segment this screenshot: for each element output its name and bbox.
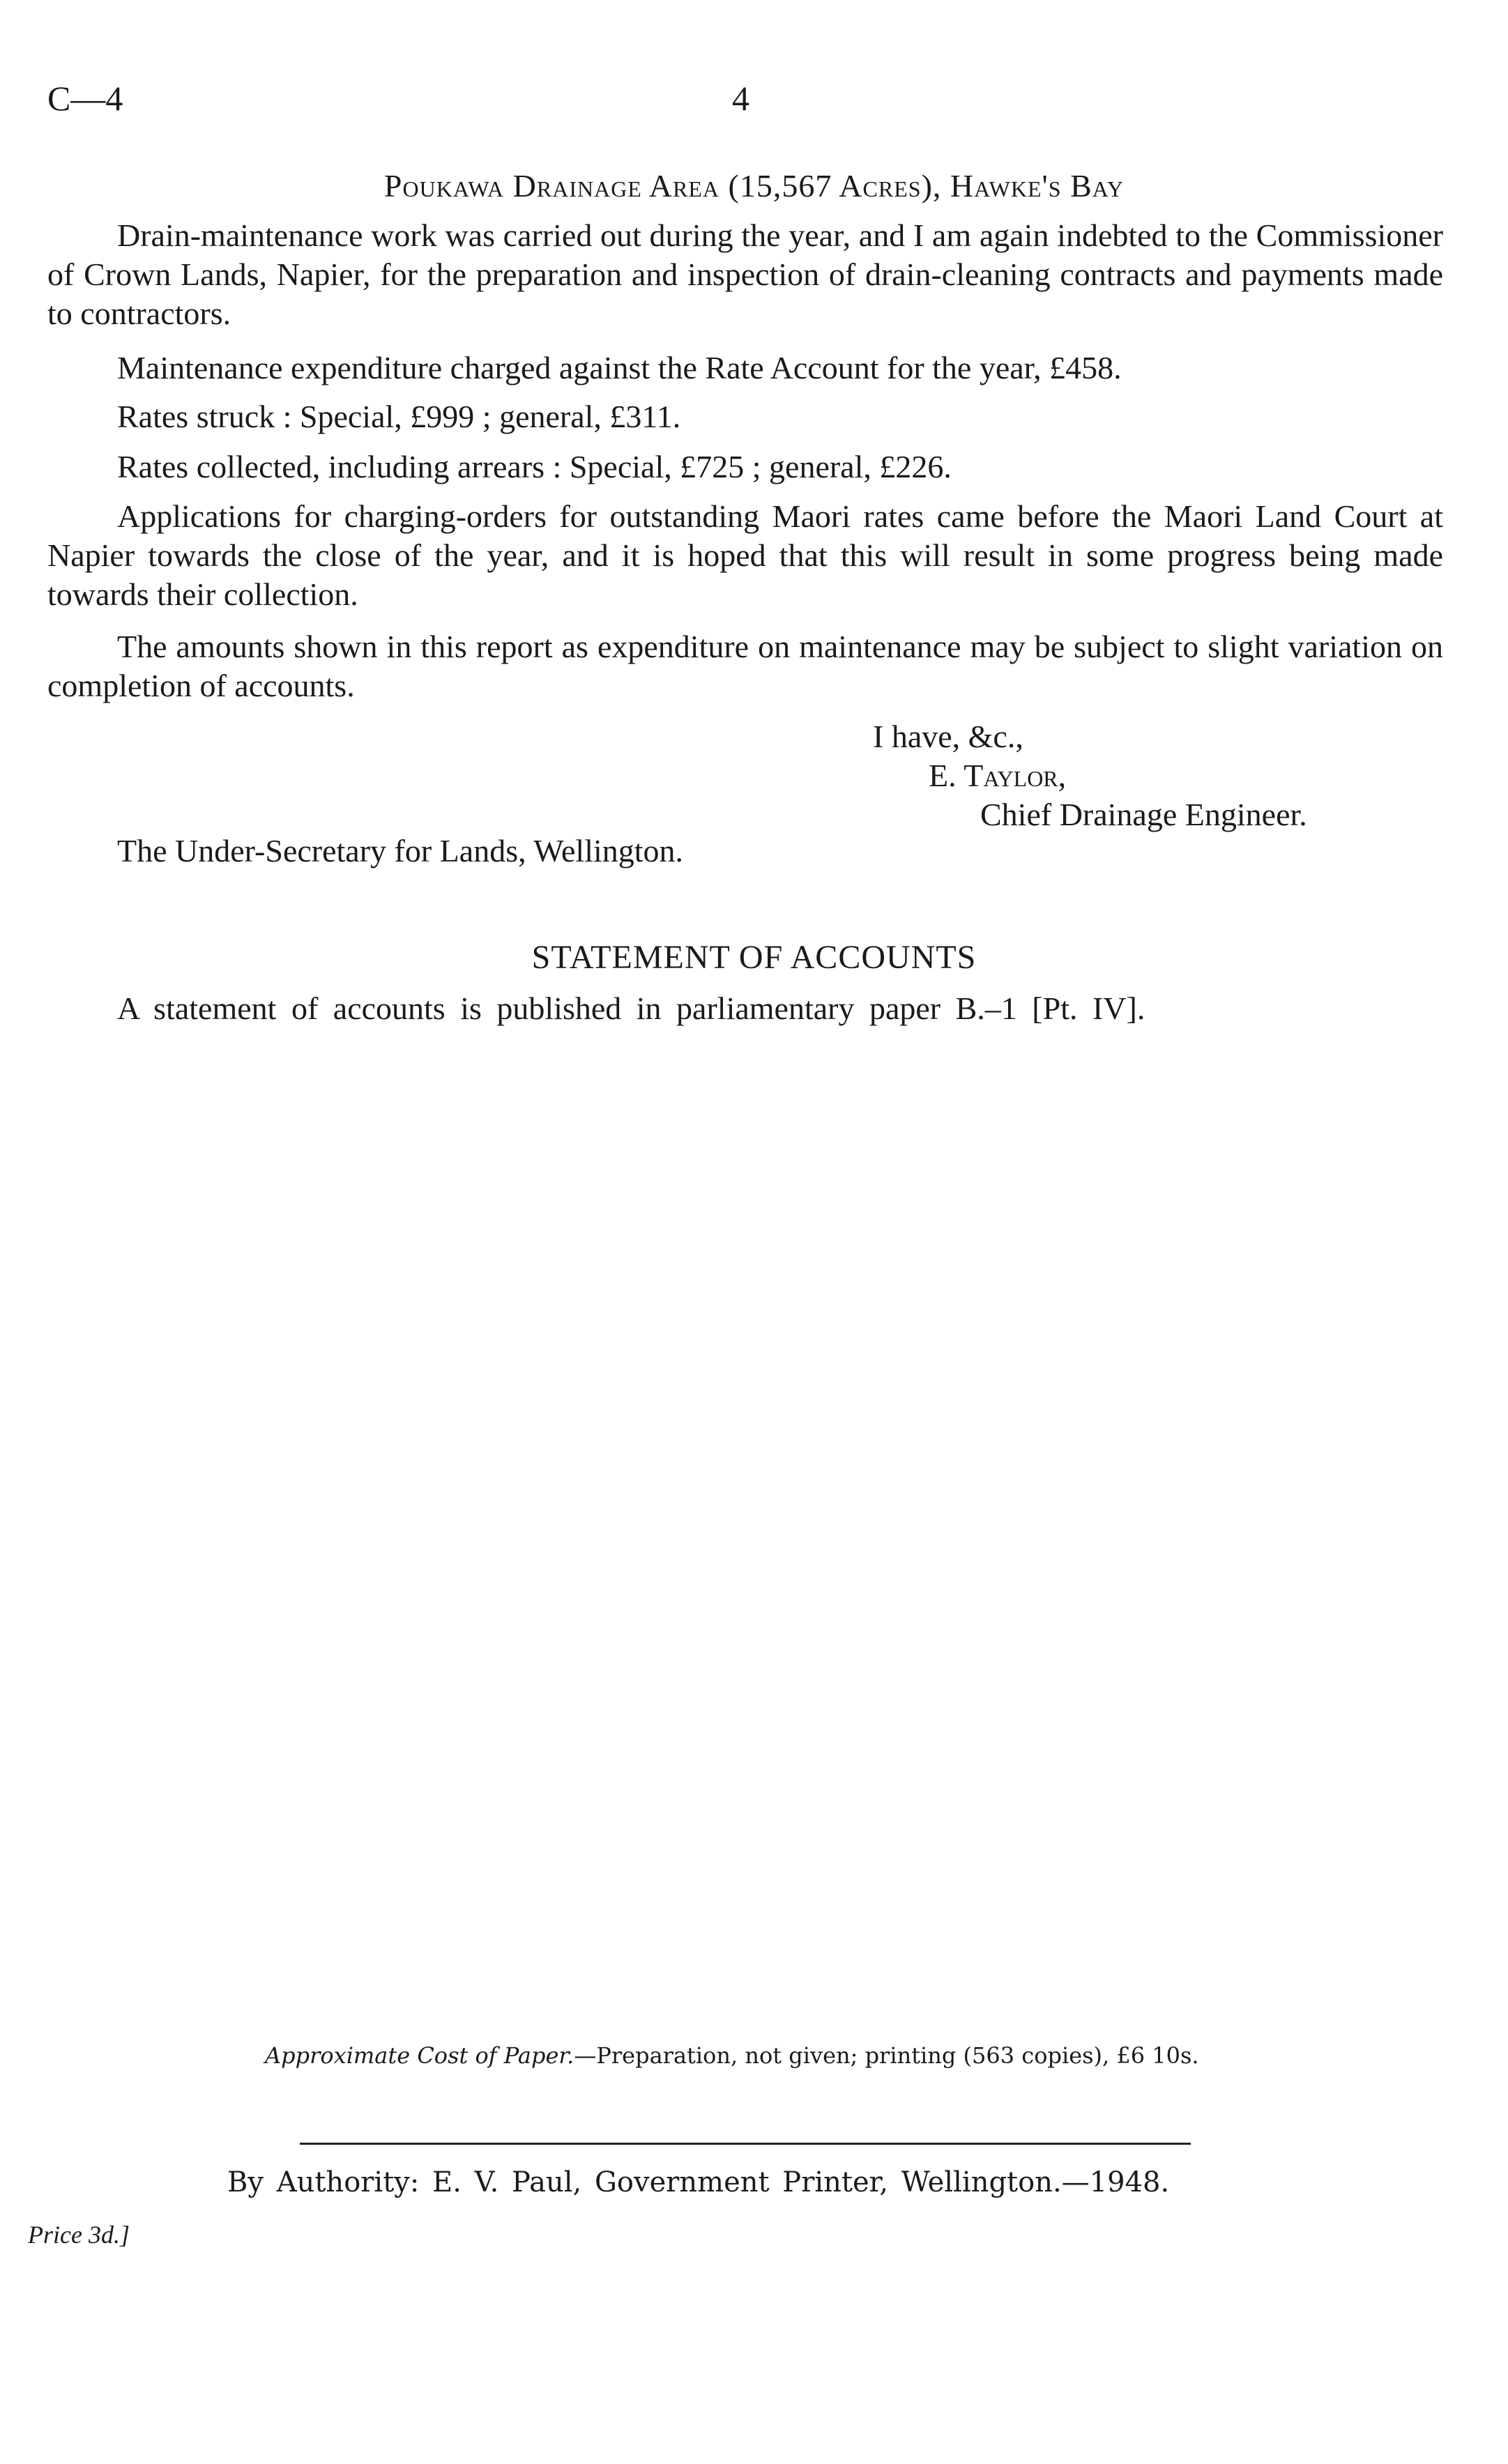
statement-text: A statement of accounts is published in parliamentary paper B.–1 [Pt. IV].	[117, 990, 1145, 1026]
printer-authority: By Authority: E. V. Paul, Government Printer, Wellington.—1948.	[227, 2166, 1170, 2198]
cost-of-paper	[265, 2042, 1199, 2069]
section-title: Poukawa Drainage Area (15,567 Acres), Hawke's Bay	[383, 168, 1125, 204]
statement-title: STATEMENT OF ACCOUNTS	[531, 939, 977, 976]
signature-title: Chief Drainage Engineer.	[980, 797, 1307, 832]
signature-closing: I have, &c.,	[873, 719, 1023, 754]
paragraph-maintenance-expenditure: Maintenance expenditure charged against the Rate Account for the year, £458.	[117, 350, 1122, 385]
addressee: The Under-Secretary for Lands, Wellington.	[117, 833, 684, 868]
paragraph-charging-orders: Applications for charging-orders for outstanding Maori rates came before the Maori Land Court at Napier towards the close of the year, and it is hoped that this will result in some progress being made towards their collection.	[47, 498, 1443, 612]
page-number: 4	[732, 79, 749, 118]
paragraph-amounts-note: The amounts shown in this report as expenditure on maintenance may be subject to slight variation on completion of accounts.	[47, 629, 1443, 703]
paragraph-drain-maintenance: Drain-maintenance work was carried out during the year, and I am again indebted to the Commissioner of Crown Lands, Napier, for the preparation and inspection of drain-cleaning contracts and payments made to contractors.	[47, 217, 1443, 331]
cost-text: —Preparation, not given; printing (563 copies), £6 10s.	[574, 2042, 1199, 2069]
signature-name: E. Taylor,	[929, 758, 1067, 793]
document-reference: C—4	[47, 79, 123, 118]
paragraph-rates-collected: Rates collected, including arrears : Special, £725 ; general, £226.	[117, 449, 952, 484]
price: Price 3d.]	[28, 2221, 130, 2249]
cost-label: Approximate Cost of Paper.	[265, 2042, 574, 2069]
paragraph-rates-struck: Rates struck : Special, £999 ; general, £311.	[117, 399, 681, 434]
footer-divider	[300, 2143, 1191, 2145]
